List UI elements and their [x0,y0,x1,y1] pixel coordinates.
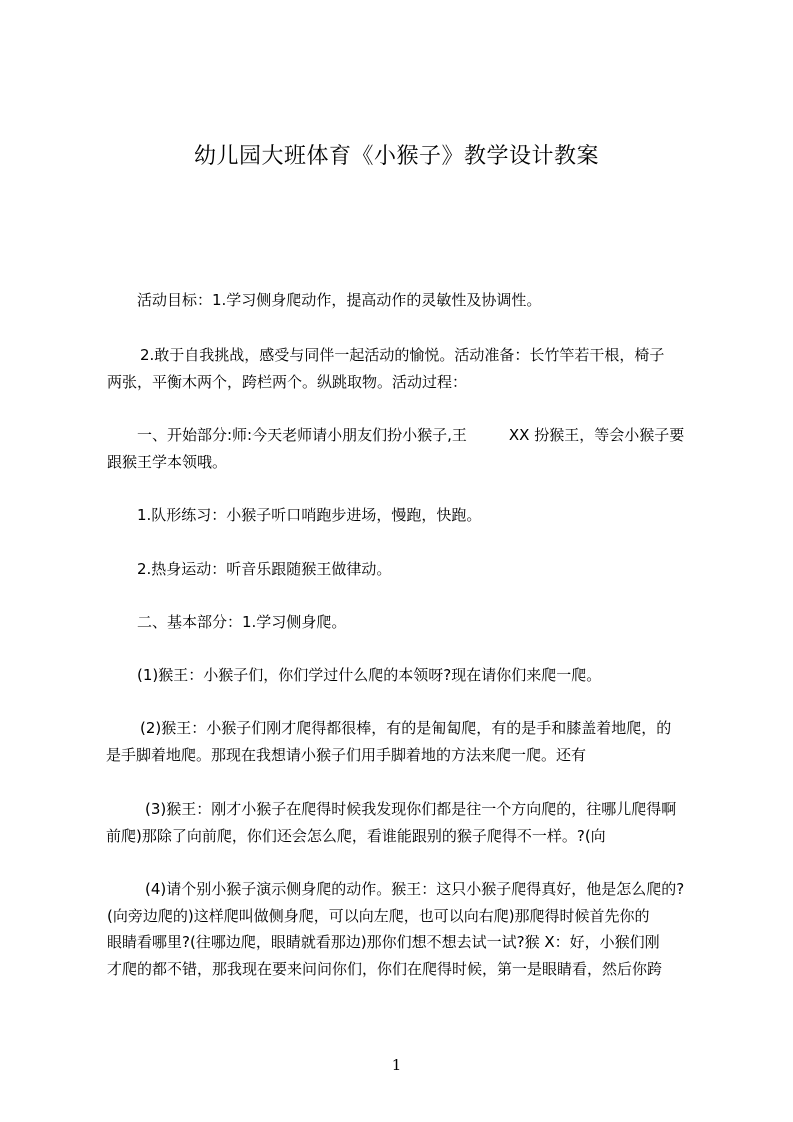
paragraph-formation-practice: 1.队形练习：小猴子听口哨跑步进场，慢跑，快跑。 [137,506,482,524]
paragraph-item-4-line-2: (向旁边爬的)这样爬叫做侧身爬，可以向左爬，也可以向右爬)那爬得时候首先你的 [107,907,650,925]
page-number: 1 [391,1056,402,1074]
paragraph-3-line-1 [137,425,684,445]
paragraph-item-4-line-3: 眼睛看哪里?(往哪边爬，眼睛就看那边)那你们想不想去试一试?猴 X：好，小猴们刚 [107,933,660,951]
paragraph-item-4-line-1: (4)请个别小猴子演示侧身爬的动作。猴王：这只小猴子爬得真好，他是怎么爬的? [145,880,685,898]
paragraph-3-line-2: 跟猴王学本领哦。 [107,453,228,471]
document-title: 幼儿园大班体育《小猴子》教学设计教案 [193,144,599,169]
paragraph-item-2-line-1: (2)猴王：小猴子们刚才爬得都很棒，有的是匍匐爬，有的是手和膝盖着地爬，的 [140,719,672,737]
paragraph-2-line-1: 2.敢于自我挑战，感受与同伴一起活动的愉悦。活动准备：长竹竿若干根，椅子 [140,346,665,364]
paragraph-3-line-1-part-b: XX 扮猴王，等会小猴子要 [508,426,685,444]
paragraph-item-2-line-2: 是手脚着地爬。那现在我想请小猴子们用手脚着地的方法来爬一爬。还有 [106,746,587,764]
paragraph-basic-section: 二、基本部分：1.学习侧身爬。 [137,613,347,631]
paragraph-item-4-line-4: 才爬的都不错，那我现在要来问问你们，你们在爬得时候，第一是眼睛看，然后你跨 [107,960,663,978]
paragraph-2-line-2: 两张，平衡木两个，跨栏两个。纵跳取物。活动过程： [107,373,468,391]
paragraph-3-line-1-part-a: 一、开始部分:师:今天老师请小朋友们扮小猴子,王 [137,426,467,444]
paragraph-item-3-line-1: (3)猴王：刚才小猴子在爬得时候我发现你们都是往一个方向爬的，往哪儿爬得啊 [145,800,677,818]
paragraph-warm-up: 2.热身运动：听音乐跟随猴王做律动。 [137,560,392,578]
paragraph-item-3-line-2: 前爬)那除了向前爬，你们还会怎么爬，看谁能跟别的猴子爬得不一样。?(向 [106,827,606,845]
paragraph-objectives: 活动目标：1.学习侧身爬动作，提高动作的灵敏性及协调性。 [137,291,542,309]
paragraph-item-1: (1)猴王：小猴子们，你们学过什么爬的本领呀?现在请你们来爬一爬。 [137,666,602,684]
